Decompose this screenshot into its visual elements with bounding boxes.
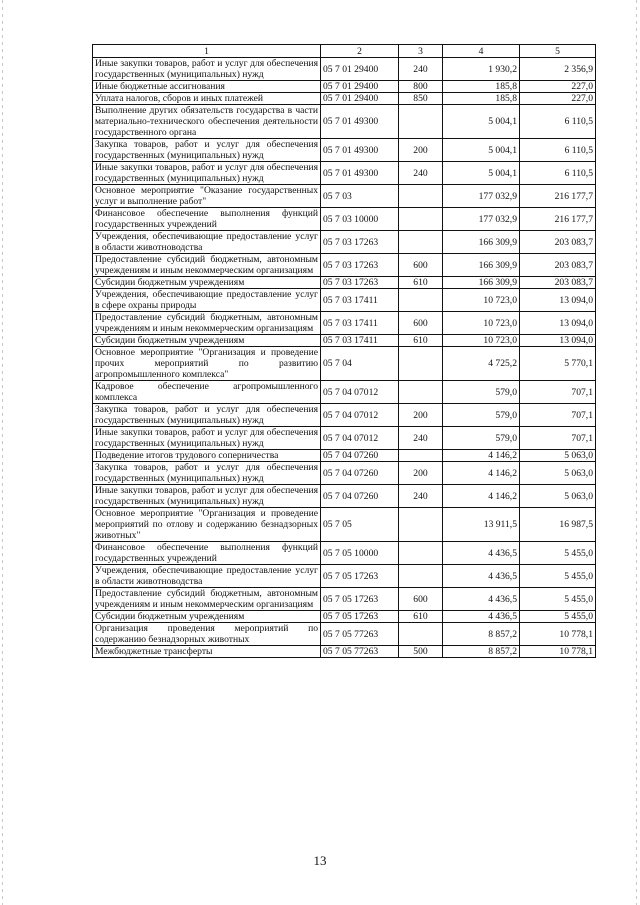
row-name: Учреждения, обеспечивающие предоставление услуг в области животноводства <box>93 231 321 254</box>
table-row <box>93 58 596 81</box>
table-row <box>93 289 596 312</box>
table-row <box>93 427 596 450</box>
row-type: 200 <box>399 462 443 485</box>
row-value-2: 5 063,0 <box>520 450 596 462</box>
row-type <box>399 381 443 404</box>
row-value-1: 579,0 <box>443 427 520 450</box>
row-value-2: 5 455,0 <box>520 611 596 623</box>
row-value-1: 166 309,9 <box>443 277 520 289</box>
row-value-2: 707,1 <box>520 404 596 427</box>
row-type: 240 <box>399 162 443 185</box>
row-value-2: 13 094,0 <box>520 335 596 347</box>
table-row <box>93 277 596 289</box>
table-row <box>93 646 596 658</box>
row-code: 05 7 04 07012 <box>321 427 399 450</box>
row-value-2: 5 455,0 <box>520 542 596 565</box>
table-row <box>93 231 596 254</box>
row-value-1: 185,8 <box>443 81 520 93</box>
page-number: 13 <box>313 853 327 868</box>
row-code: 05 7 05 <box>321 508 399 542</box>
table-row <box>93 381 596 404</box>
row-name: Закупка товаров, работ и услуг для обеспечения государственных (муниципальных) нужд <box>93 462 321 485</box>
row-name: Подведение итогов трудового соперничества <box>93 450 321 462</box>
row-value-1: 1 930,2 <box>443 58 520 81</box>
row-name: Уплата налогов, сборов и иных платежей <box>93 93 321 105</box>
row-code: 05 7 01 49300 <box>321 139 399 162</box>
row-value-2: 203 083,7 <box>520 231 596 254</box>
table-row <box>93 335 596 347</box>
row-name: Учреждения, обеспечивающие предоставление услуг в сфере охраны природы <box>93 289 321 312</box>
row-type: 610 <box>399 335 443 347</box>
row-name: Иные закупки товаров, работ и услуг для обеспечения государственных (муниципальных) нужд <box>93 485 321 508</box>
row-type: 600 <box>399 312 443 335</box>
row-value-2: 5 455,0 <box>520 565 596 588</box>
table-row <box>93 508 596 542</box>
row-name: Основное мероприятие "Организация и проведение прочих мероприятий по развитию агропромышленного комплекса" <box>93 347 321 381</box>
row-value-2: 227,0 <box>520 81 596 93</box>
table-row <box>93 485 596 508</box>
row-code: 05 7 03 17411 <box>321 312 399 335</box>
row-code: 05 7 05 77263 <box>321 623 399 646</box>
table-row <box>93 450 596 462</box>
row-value-1: 4 146,2 <box>443 450 520 462</box>
row-value-1: 5 004,1 <box>443 139 520 162</box>
table-row <box>93 139 596 162</box>
row-value-1: 4 436,5 <box>443 542 520 565</box>
header-type: 3 <box>399 45 443 58</box>
row-code: 05 7 01 29400 <box>321 58 399 81</box>
row-value-1: 185,8 <box>443 93 520 105</box>
row-type <box>399 542 443 565</box>
row-value-1: 579,0 <box>443 404 520 427</box>
header-code: 2 <box>321 45 399 58</box>
row-value-1: 4 725,2 <box>443 347 520 381</box>
row-code: 05 7 04 <box>321 347 399 381</box>
header-value-1: 4 <box>443 45 520 58</box>
row-name: Выполнение других обязательств государства в части материально-технического обеспечения деятельности государственного органа <box>93 105 321 139</box>
row-value-1: 4 436,5 <box>443 611 520 623</box>
row-type <box>399 450 443 462</box>
row-code: 05 7 04 07012 <box>321 404 399 427</box>
table-row <box>93 105 596 139</box>
row-value-2: 203 083,7 <box>520 277 596 289</box>
row-value-2: 13 094,0 <box>520 312 596 335</box>
row-type: 240 <box>399 485 443 508</box>
row-value-1: 166 309,9 <box>443 254 520 277</box>
row-name: Учреждения, обеспечивающие предоставление услуг в области животноводства <box>93 565 321 588</box>
row-code: 05 7 03 17263 <box>321 231 399 254</box>
row-type: 600 <box>399 588 443 611</box>
row-name: Закупка товаров, работ и услуг для обеспечения государственных (муниципальных) нужд <box>93 404 321 427</box>
row-value-1: 177 032,9 <box>443 185 520 208</box>
row-name: Кадровое обеспечение агропромышленного комплекса <box>93 381 321 404</box>
row-value-2: 216 177,7 <box>520 208 596 231</box>
row-type: 200 <box>399 404 443 427</box>
row-value-2: 16 987,5 <box>520 508 596 542</box>
row-type: 610 <box>399 611 443 623</box>
row-value-1: 177 032,9 <box>443 208 520 231</box>
row-type <box>399 565 443 588</box>
row-value-1: 4 146,2 <box>443 485 520 508</box>
row-code: 05 7 03 17263 <box>321 254 399 277</box>
row-code: 05 7 05 17263 <box>321 588 399 611</box>
row-value-1: 8 857,2 <box>443 623 520 646</box>
row-type: 610 <box>399 277 443 289</box>
row-code: 05 7 03 <box>321 185 399 208</box>
row-type: 500 <box>399 646 443 658</box>
row-code: 05 7 05 17263 <box>321 565 399 588</box>
row-type: 600 <box>399 254 443 277</box>
row-value-1: 166 309,9 <box>443 231 520 254</box>
row-value-2: 5 770,1 <box>520 347 596 381</box>
row-value-2: 5 455,0 <box>520 588 596 611</box>
row-value-1: 10 723,0 <box>443 335 520 347</box>
header-value-2: 5 <box>520 45 596 58</box>
row-type: 240 <box>399 58 443 81</box>
row-type <box>399 105 443 139</box>
row-type <box>399 208 443 231</box>
row-name: Иные закупки товаров, работ и услуг для обеспечения государственных (муниципальных) нужд <box>93 162 321 185</box>
row-name: Межбюджетные трансферты <box>93 646 321 658</box>
row-type: 200 <box>399 139 443 162</box>
table-row <box>93 565 596 588</box>
row-name: Иные закупки товаров, работ и услуг для обеспечения государственных (муниципальных) нужд <box>93 427 321 450</box>
table-body <box>93 58 596 658</box>
row-code: 05 7 03 10000 <box>321 208 399 231</box>
row-value-2: 5 063,0 <box>520 485 596 508</box>
row-name: Основное мероприятие "Организация и проведение мероприятий по отлову и содержанию безнадзорных животных" <box>93 508 321 542</box>
scan-edge-right <box>636 0 637 905</box>
row-code: 05 7 01 49300 <box>321 105 399 139</box>
table-row <box>93 208 596 231</box>
row-value-1: 8 857,2 <box>443 646 520 658</box>
row-code: 05 7 05 77263 <box>321 646 399 658</box>
row-value-1: 10 723,0 <box>443 312 520 335</box>
row-value-2: 707,1 <box>520 427 596 450</box>
row-value-1: 10 723,0 <box>443 289 520 312</box>
row-value-2: 6 110,5 <box>520 139 596 162</box>
row-name: Субсидии бюджетным учреждениям <box>93 277 321 289</box>
row-code: 05 7 04 07260 <box>321 485 399 508</box>
row-value-2: 10 778,1 <box>520 646 596 658</box>
row-name: Предоставление субсидий бюджетным, автономным учреждениям и иным некоммерческим организациям <box>93 254 321 277</box>
row-name: Иные бюджетные ассигнования <box>93 81 321 93</box>
row-value-2: 216 177,7 <box>520 185 596 208</box>
row-value-2: 5 063,0 <box>520 462 596 485</box>
row-type <box>399 231 443 254</box>
row-code: 05 7 03 17411 <box>321 335 399 347</box>
table-row <box>93 254 596 277</box>
row-value-1: 4 146,2 <box>443 462 520 485</box>
table-row <box>93 542 596 565</box>
table-row <box>93 404 596 427</box>
row-name: Финансовое обеспечение выполнения функций государственных учреждений <box>93 208 321 231</box>
row-name: Финансовое обеспечение выполнения функций государственных учреждений <box>93 542 321 565</box>
budget-table <box>92 44 596 658</box>
table-header-row <box>93 45 596 58</box>
table-row <box>93 623 596 646</box>
row-value-1: 579,0 <box>443 381 520 404</box>
row-name: Иные закупки товаров, работ и услуг для обеспечения государственных (муниципальных) нужд <box>93 58 321 81</box>
row-code: 05 7 01 29400 <box>321 81 399 93</box>
row-value-2: 10 778,1 <box>520 623 596 646</box>
row-code: 05 7 03 17263 <box>321 277 399 289</box>
header-name: 1 <box>93 45 321 58</box>
row-name: Организация проведения мероприятий по содержанию безнадзорных животных <box>93 623 321 646</box>
row-value-2: 203 083,7 <box>520 254 596 277</box>
table-row <box>93 347 596 381</box>
table-row <box>93 611 596 623</box>
table-row <box>93 312 596 335</box>
scan-edge-left <box>2 0 3 905</box>
row-type <box>399 185 443 208</box>
row-code: 05 7 01 29400 <box>321 93 399 105</box>
row-value-2: 13 094,0 <box>520 289 596 312</box>
row-name: Закупка товаров, работ и услуг для обеспечения государственных (муниципальных) нужд <box>93 139 321 162</box>
row-code: 05 7 04 07260 <box>321 450 399 462</box>
row-type: 240 <box>399 427 443 450</box>
row-name: Основное мероприятие "Оказание государственных услуг и выполнение работ" <box>93 185 321 208</box>
row-value-1: 4 436,5 <box>443 588 520 611</box>
row-name: Субсидии бюджетным учреждениям <box>93 611 321 623</box>
row-code: 05 7 01 49300 <box>321 162 399 185</box>
row-type <box>399 623 443 646</box>
table-row <box>93 462 596 485</box>
row-code: 05 7 05 10000 <box>321 542 399 565</box>
row-code: 05 7 04 07260 <box>321 462 399 485</box>
row-code: 05 7 05 17263 <box>321 611 399 623</box>
row-name: Предоставление субсидий бюджетным, автономным учреждениям и иным некоммерческим организациям <box>93 588 321 611</box>
table-row <box>93 588 596 611</box>
table-row <box>93 93 596 105</box>
row-value-1: 5 004,1 <box>443 105 520 139</box>
table-row <box>93 185 596 208</box>
table-row <box>93 81 596 93</box>
row-type: 800 <box>399 81 443 93</box>
row-value-1: 5 004,1 <box>443 162 520 185</box>
row-value-2: 707,1 <box>520 381 596 404</box>
row-name: Субсидии бюджетным учреждениям <box>93 335 321 347</box>
row-type <box>399 289 443 312</box>
row-value-1: 4 436,5 <box>443 565 520 588</box>
table-row <box>93 162 596 185</box>
row-code: 05 7 04 07012 <box>321 381 399 404</box>
row-name: Предоставление субсидий бюджетным, автономным учреждениям и иным некоммерческим организациям <box>93 312 321 335</box>
row-value-2: 6 110,5 <box>520 162 596 185</box>
row-value-2: 227,0 <box>520 93 596 105</box>
row-type <box>399 508 443 542</box>
row-value-2: 2 356,9 <box>520 58 596 81</box>
row-type <box>399 347 443 381</box>
row-value-1: 13 911,5 <box>443 508 520 542</box>
row-code: 05 7 03 17411 <box>321 289 399 312</box>
row-type: 850 <box>399 93 443 105</box>
row-value-2: 6 110,5 <box>520 105 596 139</box>
